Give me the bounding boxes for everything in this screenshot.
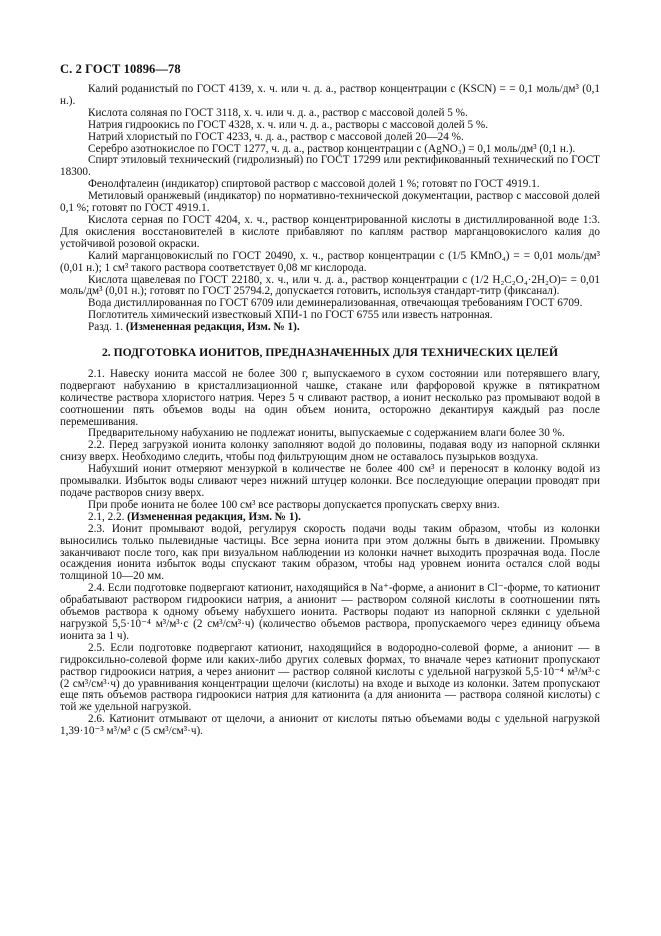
note-bold: (Измененная редакция, Изм. № 1). — [127, 510, 301, 523]
clause-2-2: 2.2. Перед загрузкой ионита колонку заполняют водой до половины, подавая воду из напорной склянки снизу вверх. Необходимо следить, чтобы под фильтрующим дном не оставалось пузырьков воздуха. — [60, 439, 600, 464]
paragraph: Фенолфталеин (индикатор) спиртовой раствор с массовой долей 1 %; готовят по ГОСТ 4919.1. — [88, 178, 540, 191]
note-bold: (Измененная редакция, Изм. № 1). — [125, 321, 300, 334]
page-header: С. 2 ГОСТ 10896—78 — [60, 62, 181, 76]
paragraph: Вода дистиллированная по ГОСТ 6709 или деминерализованная, отвечающая требованиям ГОСТ 6709. — [88, 297, 583, 310]
section-title: 2. ПОДГОТОВКА ИОНИТОВ, ПРЕДНАЗНАЧЕННЫХ ДЛЯ ТЕХНИЧЕСКИХ ЦЕЛЕЙ — [102, 346, 558, 360]
amendment-note — [60, 512, 600, 524]
note-prefix: 2.1, 2.2. — [88, 510, 128, 523]
paragraph: Предварительному набуханию не подлежат иониты, выпускаемые с содержанием влаги более 30 %. — [88, 427, 565, 440]
paragraph: Кислота серная по ГОСТ 4204, х. ч., раствор концентрированной кислоты в дистиллированной воде 1:3. Для окисления восстановителей в кислоте прибавляют по каплям раствор марганцовокислого калия до устойчивой розовой окраски. — [60, 213, 600, 250]
paragraph: Натрия гидроокись по ГОСТ 4328, х. ч. или ч. д. а., растворы с массовой долей 5 %. — [88, 118, 489, 131]
clause-2-5: 2.5. Если подготовке подвергают катионит, находящийся в водородно-солевой форме, а анионит — в гидроксильно-солевой форме или каких-либо других солевых формах, то вначале через катионит пропускают раствор гидроокиси натрия, а через анионит — раствор соляной кислоты с удельной нагрузкой 5,5·10⁻⁴ м³/м³·с (2 см³/см³·ч) до уравнивания концентрации щелочи (кислоты) на входе и выходе из колонки. Затем пропускают еще пять объемов раствора гидроокиси натрия для катионита (а для анионита — раствора соляной кислоты) с той же удельной нагрузкой. — [60, 641, 600, 714]
paragraph: Набухший ионит отмеряют мензуркой в количестве не более 400 см³ и переносят в колонку водой из промывалки. Избыток воды сливают через нижний штуцер колонки. Все последующие операции проводят при подаче растворов снизу вверх. — [60, 463, 600, 499]
document-body — [60, 84, 600, 738]
paragraph: Кислота соляная по ГОСТ 3118, х. ч. или ч. д. а., раствор с массовой долей 5 %. — [88, 106, 468, 119]
paragraph: Калий роданистый по ГОСТ 4139, х. ч. или ч. д. а., раствор концентрации c (KSCN) = = 0,1 моль/дм³ (0,1 н.). — [60, 83, 600, 107]
paragraph: Серебро азотнокислое по ГОСТ 1277, ч. д. а., раствор концентрации c (AgNO₃) = 0,1 моль/дм³ (0,1 н.). — [88, 142, 576, 155]
paragraph: Калий марганцовокислый по ГОСТ 20490, х. ч., раствор концентрации c (1/5 KMnO₄) = = 0,01 моль/дм³ (0,01 н.); 1 см³ такого раствора соответствует 0,08 мг кислорода. — [60, 249, 600, 274]
clause-2-6: 2.6. Катионит отмывают от щелочи, а анионит от кислоты пятью объемами воды с удельной нагрузкой 1,39·10⁻³ м³/м³ с (5 см³/см³·ч). — [60, 713, 600, 738]
note-prefix: Разд. 1. — [88, 321, 126, 334]
paragraph: При пробе ионита не более 100 см³ все растворы допускается пропускать сверху вниз. — [88, 498, 500, 511]
paragraph: Метиловый оранжевый (индикатор) по нормативно-технической документации, раствор с массовой долей 0,1 %; готовят по ГОСТ 4919.1. — [60, 190, 600, 215]
paragraph: Поглотитель химический известковый ХПИ-1 по ГОСТ 6755 или известь натронная. — [88, 309, 493, 322]
amendment-note — [60, 322, 600, 334]
paragraph: Спирт этиловый технический (гидролизный) по ГОСТ 17299 или ректификованный технический по ГОСТ 18300. — [60, 154, 600, 179]
paragraph: Натрий хлористый по ГОСТ 4233, ч. д. а., раствор с массовой долей 20—24 %. — [88, 130, 464, 143]
clause-2-4: 2.4. Если подготовке подвергают катионит, находящийся в Na⁺-форме, а анионит в Cl⁻-форме, то катионит обрабатывают раствором гидроокиси натрия, а анионит — раствором соляной кислоты в соотношении пять объемов раствора к одному объему набухшего ионита. Растворы подают из напорной склянки с удельной нагрузкой 5,5·10⁻⁴ м³/м³·с (2 см³/см³·ч) (количество объемов раствора, пропускаемого через единицу объема ионита за 1 ч). — [60, 582, 600, 642]
clause-2-1: 2.1. Навеску ионита массой не более 300 г, выпускаемого в сухом состоянии или потерявшего влагу, подвергают набуханию в кристаллизационной чашке, стакане или фарфоровой кружке в пятикратном количестве раствора хлористого натрия. Через 5 ч сливают раствор, а ионит несколько раз промывают водой в соотношении пять объемов воды на один объем ионита, осторожно декантируя каждый раз после перемешивания. — [60, 367, 600, 428]
clause-2-3: 2.3. Ионит промывают водой, регулируя скорость подачи воды таким образом, чтобы из колонки выносились только пылевидные частицы. Все зерна ионита при этом должны быть в движении. Промывку заканчивают после того, как при визуальном наблюдении из колонки начнет выходить прозрачная вода. После осаждения ионита избыток воды спускают таким образом, чтобы над уровнем ионита остался слой воды толщиной 10—20 мм. — [60, 522, 600, 583]
paragraph: Кислота щавелевая по ГОСТ 22180, х. ч., или ч. д. а., раствор концентрации c (1/2 H₂C₂O₄·2H₂O)= = 0,01 моль/дм³ (0,01 н.); готовят по ГОСТ 25794.2, допускается готовить, используя стандарт-титр (фиксанал). — [60, 273, 600, 298]
